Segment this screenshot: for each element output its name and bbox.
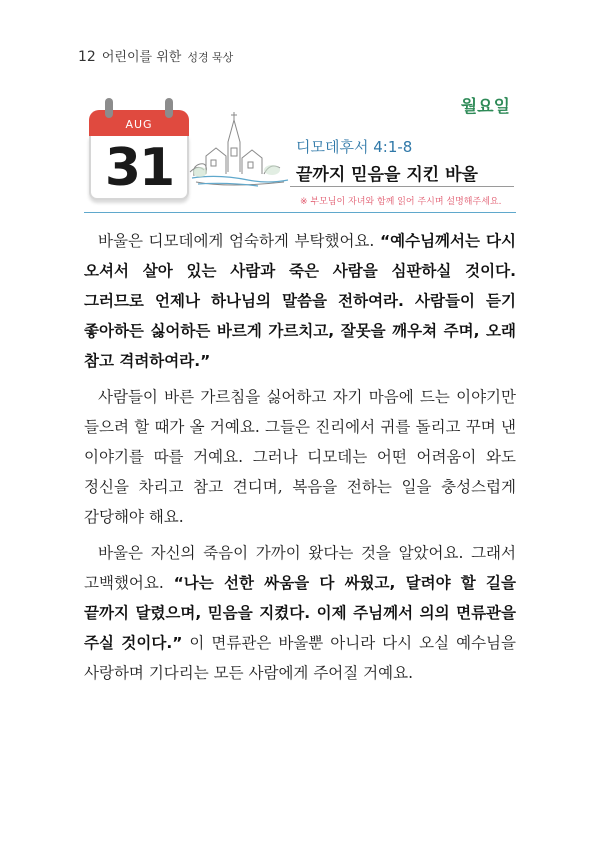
book-title: 어린이를 위한 [101, 50, 182, 65]
scripture-reference: 디모데후서 4:1-8 [296, 138, 413, 156]
page-title: 끝까지 믿음을 지킨 바울 [296, 165, 478, 185]
bold-quote: “나는 선한 싸움을 다 싸웠고, 달려야 할 길을 끝까지 달렸으며, 믿음을 지켰다. 이제 주님께서 의의 면류관을 주실 것이다.” [84, 574, 516, 652]
page-number: 12 [78, 49, 96, 65]
parent-note: ※ 부모님이 자녀와 함께 읽어 주시며 설명해주세요. [300, 197, 502, 207]
paragraph [84, 226, 516, 376]
plain-text: 사람들이 바른 가르침을 싫어하고 자기 마음에 드는 이야기만 들으려 할 때가 올 거예요. 그들은 진리에서 귀를 돌리고 꾸며 낸 이야기를 따를 거예요. 그러나 디모데는 어떤 어려움이 와도 정신을 차리고 참고 견디며, 복음을 전하는 일을 충성스럽게 감당해야 해요. [84, 388, 516, 526]
running-head [78, 46, 233, 65]
calendar-ring [165, 98, 173, 118]
calendar-ring [105, 98, 113, 118]
weekday: 월요일 [460, 97, 510, 117]
book-subtitle: 성경 묵상 [187, 51, 234, 64]
calendar-day: 31 [104, 138, 174, 198]
title-divider [290, 186, 514, 187]
plain-text: 바울은 자신의 죽음이 가까이 왔다는 것을 알았어요. 그래서 고백했어요. [84, 544, 516, 592]
plain-text: 바울은 디모데에게 엄숙하게 부탁했어요. [98, 232, 380, 250]
paragraph [84, 538, 516, 688]
header-divider [84, 212, 516, 213]
devotional-body [84, 226, 516, 694]
calendar-month: AUG [125, 118, 153, 131]
plain-text: 이 면류관은 바울뿐 아니라 다시 오실 예수님을 사랑하며 기다리는 모든 사람에게 주어질 거예요. [84, 634, 516, 682]
calendar-icon [89, 98, 189, 202]
paragraph [84, 382, 516, 532]
village-church-illustration [188, 112, 298, 202]
bold-quote: “예수님께서는 다시 오셔서 살아 있는 사람과 죽은 사람을 심판하실 것이다. 그러므로 언제나 하나님의 말씀을 전하여라. 사람들이 듣기 좋아하든 싫어하든 바르게 가르치고, 잘못을 깨우쳐 주며, 오래 참고 격려하여라.” [84, 232, 516, 370]
